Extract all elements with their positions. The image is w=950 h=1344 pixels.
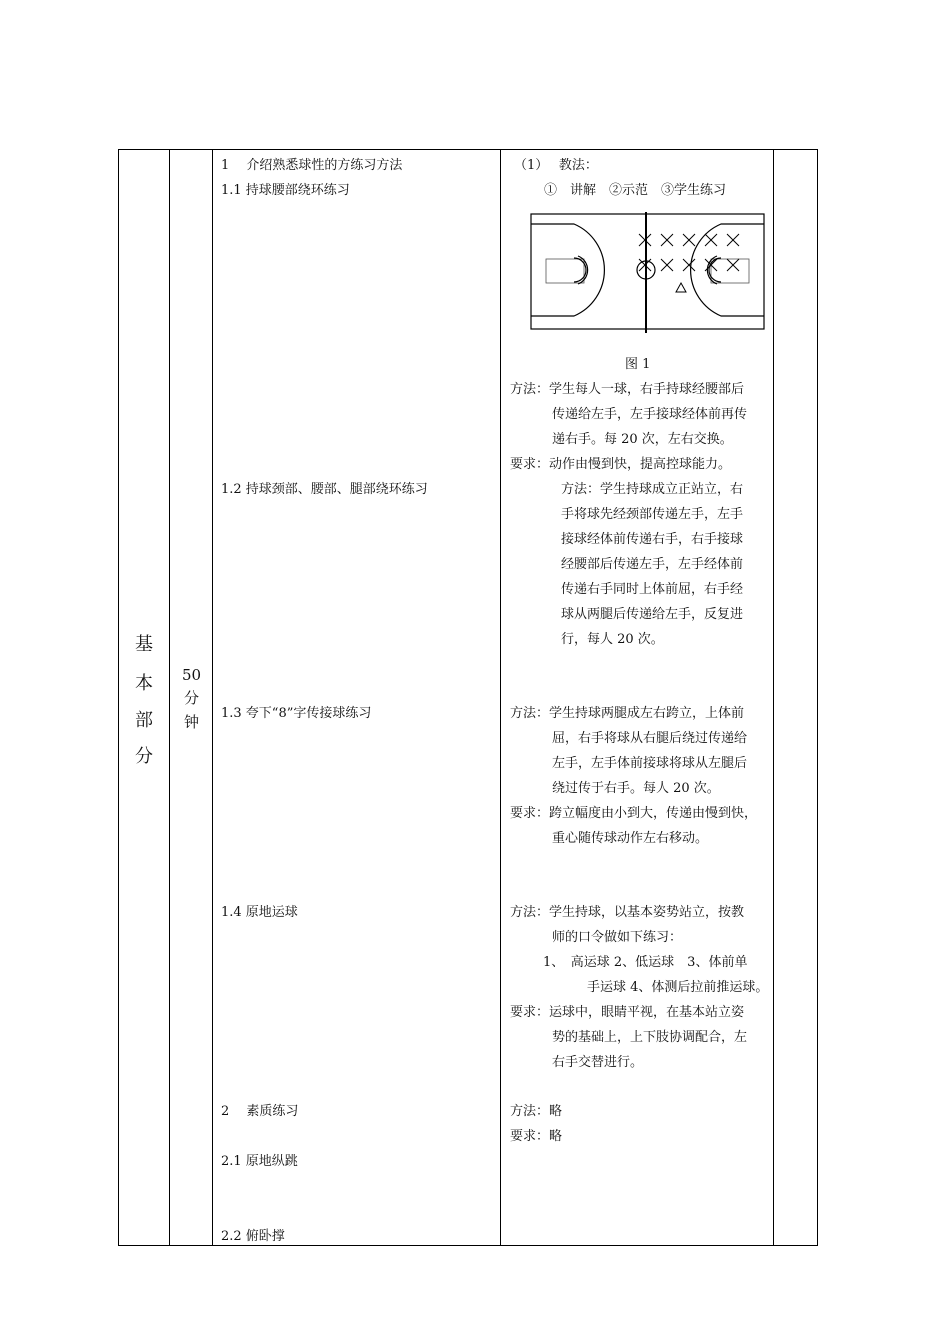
method-text-line: 屈，右手将球从右腿后绕过传递给 bbox=[552, 731, 748, 746]
method-text-line: 行，每人 20 次。 bbox=[561, 632, 664, 647]
basketball-court-diagram bbox=[530, 212, 766, 334]
content-item-2-1: 2.1 原地纵跳 bbox=[221, 1154, 298, 1169]
requirement-text-line: 势的基础上，上下肢协调配合，左 bbox=[552, 1030, 748, 1045]
figure-caption: 图 1 bbox=[625, 357, 651, 372]
method-text-line: 方法：学生持球两腿成左右跨立，上体前 bbox=[510, 706, 745, 721]
student-marker bbox=[705, 234, 717, 246]
content-item-1-1: 1.1 持球腰部绕环练习 bbox=[221, 183, 350, 198]
method-text-line: 方法：学生每人一球，右手持球经腰部后 bbox=[510, 382, 745, 397]
student-marker bbox=[727, 234, 739, 246]
content-item-1-3: 1.3 夸下“8”字传接球练习 bbox=[221, 706, 372, 721]
section-label-char: 本 bbox=[135, 673, 153, 694]
requirement-text-line: 重心随传球动作左右移动。 bbox=[552, 831, 709, 846]
requirement-text-line: 要求：运球中，眼睛平视，在基本站立姿 bbox=[510, 1005, 745, 1020]
duration-unit-char: 分 bbox=[184, 689, 200, 707]
method-intro: （1） 教法： bbox=[514, 158, 598, 173]
method-text-line: 方法：略 bbox=[510, 1104, 563, 1119]
method-text-line: 传递给左手，左手接球经体前再传 bbox=[552, 407, 748, 422]
method-steps: ① 讲解 ②示范 ③学生练习 bbox=[544, 183, 727, 198]
method-text-line: 手将球先经颈部传递左手，左手 bbox=[561, 507, 744, 522]
content-heading-1: 1 介绍熟悉球性的方练习方法 bbox=[221, 158, 403, 173]
left-key bbox=[546, 259, 584, 283]
method-text-line: 方法：学生持球成立正站立，右 bbox=[561, 482, 744, 497]
court-boundary bbox=[531, 214, 764, 329]
column-divider-1 bbox=[169, 149, 170, 1246]
section-label-char: 分 bbox=[135, 746, 153, 767]
column-divider-2 bbox=[212, 149, 213, 1246]
column-divider-4 bbox=[773, 149, 774, 1246]
method-text-line: 师的口令做如下练习： bbox=[552, 930, 683, 945]
requirement-text-line: 要求：略 bbox=[510, 1129, 563, 1144]
method-text-line: 递右手。每 20 次，左右交换。 bbox=[552, 432, 733, 447]
student-marker bbox=[683, 234, 695, 246]
requirement-text-line: 要求：跨立幅度由小到大，传递由慢到快， bbox=[510, 806, 758, 821]
method-text-line: 经腰部后传递左手，左手经体前 bbox=[561, 557, 744, 572]
teacher-marker bbox=[676, 283, 686, 292]
requirement-text-line: 要求：动作由慢到快，提高控球能力。 bbox=[510, 457, 732, 472]
method-text-line: 手运球 4、体测后拉前推运球。 bbox=[587, 980, 769, 995]
student-marker bbox=[727, 259, 739, 271]
left-three-point-line bbox=[531, 224, 604, 316]
section-label-char: 基 bbox=[135, 634, 153, 655]
content-item-1-2: 1.2 持球颈部、腰部、腿部绕环练习 bbox=[221, 482, 428, 497]
method-text-line: 绕过传于右手。每人 20 次。 bbox=[552, 781, 720, 796]
method-text-line: 球从两腿后传递给左手，反复进 bbox=[561, 607, 744, 622]
content-item-2-2: 2.2 俯卧撑 bbox=[221, 1229, 285, 1244]
content-heading-2: 2 素质练习 bbox=[221, 1104, 299, 1119]
method-text-line: 左手，左手体前接球将球从左腿后 bbox=[552, 756, 748, 771]
duration-value: 50 bbox=[182, 666, 202, 684]
student-marker bbox=[683, 259, 695, 271]
method-text-line: 方法：学生持球，以基本姿势站立，按教 bbox=[510, 905, 745, 920]
section-label-char: 部 bbox=[135, 710, 153, 731]
duration-unit-char: 钟 bbox=[184, 713, 200, 731]
method-text-line: 接球经体前传递右手，右手接球 bbox=[561, 532, 744, 547]
method-text-line: 1、 高运球 2、低运球 3、体前单 bbox=[543, 955, 748, 970]
content-item-1-4: 1.4 原地运球 bbox=[221, 905, 298, 920]
column-divider-3 bbox=[500, 149, 501, 1246]
requirement-text-line: 右手交替进行。 bbox=[552, 1055, 644, 1070]
method-text-line: 传递右手同时上体前屈，右手经 bbox=[561, 582, 744, 597]
student-marker bbox=[661, 234, 673, 246]
student-marker bbox=[661, 259, 673, 271]
